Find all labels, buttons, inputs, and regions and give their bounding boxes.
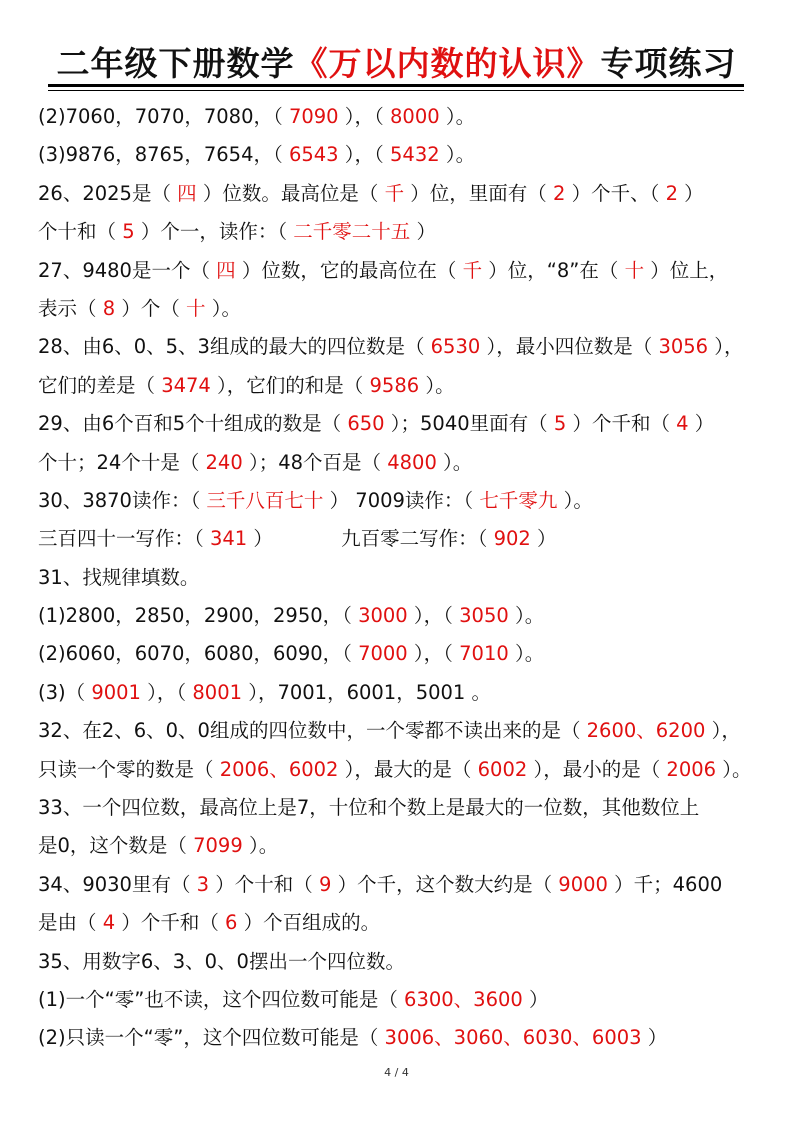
question-text: ） — [522, 987, 549, 1011]
answer-text: 七千零九 — [479, 488, 558, 512]
question-text: ） — [677, 181, 704, 205]
question-text: 29、由6个百和5个十组成的数是（ — [38, 412, 348, 436]
question-text: ）；48个百是（ — [242, 450, 388, 474]
answer-text: 十 — [186, 296, 206, 320]
exercise-line — [38, 866, 758, 904]
question-text: 个十；24个十是（ — [38, 450, 206, 474]
exercise-line — [38, 827, 758, 865]
answer-text: 2006、6002 — [219, 757, 339, 781]
answer-text: 二千零二十五 — [293, 220, 411, 244]
exercise-line — [38, 328, 758, 366]
question-text: ）位上， — [644, 258, 729, 282]
page-title — [0, 38, 793, 85]
answer-text: 8001 — [192, 680, 243, 704]
question-text: ）。 — [436, 450, 473, 474]
answer-text: 3000 — [358, 604, 408, 628]
question-text: ）位数。最高位是（ — [196, 181, 385, 205]
answer-text: 8 — [102, 296, 116, 320]
question-text: ）个千，这个数大约是（ — [331, 872, 559, 896]
question-text: ）个百组成的。 — [237, 911, 381, 935]
page-number: 4 / 4 — [384, 1066, 409, 1079]
question-text: ），（ — [140, 680, 193, 704]
answer-text: 6300、3600 — [404, 987, 523, 1011]
question-text: 28、由6、0、5、3组成的最大的四位数是（ — [38, 335, 431, 359]
exercise-line — [38, 712, 758, 750]
answer-text: 9000 — [558, 872, 608, 896]
question-text: ） — [410, 220, 436, 244]
question-text: 26、2025是（ — [38, 181, 178, 205]
question-text: 三百四十一写作：（ — [38, 527, 210, 551]
title-part3: 专项练习 — [600, 44, 737, 83]
answer-text: 7010 — [459, 642, 509, 666]
exercise-line — [38, 904, 758, 942]
question-text: ）。 — [557, 488, 593, 512]
question-text: ）。 — [716, 757, 752, 781]
answer-text: 902 — [493, 527, 531, 551]
answer-text: 9001 — [91, 680, 141, 704]
title-rule-thin — [48, 90, 744, 91]
question-text: ） — [641, 1026, 668, 1050]
question-text: 是由（ — [38, 911, 103, 935]
answer-text: 650 — [347, 412, 385, 436]
question-text: ）个千、（ — [565, 181, 666, 205]
answer-text: 5 — [122, 220, 135, 244]
question-text: ），它们的和是（ — [210, 373, 370, 397]
question-text: 表示（ — [38, 296, 103, 320]
question-text: 只读一个零的数是（ — [38, 757, 220, 781]
question-text: ），最小四位数是（ — [480, 335, 659, 359]
question-text: ）。 — [205, 296, 241, 320]
exercise-line — [38, 213, 758, 251]
question-text: 35、用数字6、3、0、0摆出一个四位数。 — [38, 949, 405, 973]
answer-text: 3050 — [459, 604, 509, 628]
answer-text: 千 — [462, 258, 483, 282]
exercise-line — [38, 482, 758, 520]
question-text: ），（ — [407, 604, 460, 628]
question-text: (1)一个“零”也不读，这个四位数可能是（ — [38, 987, 405, 1011]
question-text: ），7001，6001，5001 。 — [242, 680, 492, 704]
question-text: ）位，“8”在（ — [482, 258, 625, 282]
title-part1: 二年级下册数学 — [56, 44, 295, 83]
question-text: ）。 — [508, 604, 545, 628]
title-rule-thick — [48, 84, 744, 87]
answer-text: 240 — [205, 450, 243, 474]
question-text: 34、9030里有（ — [38, 872, 197, 896]
question-text: ）。 — [439, 143, 476, 167]
question-text: (2)6060，6070，6080，6090，（ — [38, 642, 359, 666]
question-text: (2)只读一个“零”，这个四位数可能是（ — [38, 1026, 385, 1050]
answer-text: 2600、6200 — [586, 719, 706, 743]
answer-text: 341 — [209, 527, 248, 551]
exercise-line — [38, 252, 758, 290]
question-text: ）个一，读作：（ — [134, 220, 294, 244]
question-text: (2)7060，7070，7080，（ — [38, 105, 289, 128]
exercise-line — [38, 559, 758, 597]
exercise-line — [38, 635, 758, 673]
question-text: (3)（ — [38, 680, 92, 704]
exercise-content — [38, 98, 758, 1058]
answer-text: 4 — [102, 911, 116, 935]
exercise-line — [38, 444, 758, 482]
answer-text: 4800 — [387, 450, 437, 474]
answer-text: 5432 — [390, 143, 440, 167]
answer-text: 6002 — [477, 757, 528, 781]
question-text: 30、3870读作：（ — [38, 488, 207, 512]
question-text: 32、在2、6、0、0组成的四位数中，一个零都不读出来的是（ — [38, 719, 587, 743]
question-text: ）个（ — [115, 296, 187, 320]
question-text: ）。 — [439, 105, 476, 128]
exercise-line — [38, 136, 758, 174]
answer-text: 十 — [624, 258, 645, 282]
question-text: ），最大的是（ — [338, 757, 478, 781]
answer-text: 6543 — [288, 143, 339, 167]
question-text: ）个千和（ — [566, 412, 677, 436]
question-text: ），（ — [338, 105, 390, 128]
answer-text: 千 — [384, 181, 405, 205]
exercise-line — [38, 674, 758, 712]
question-text: 它们的差是（ — [38, 373, 162, 397]
answer-text: 8000 — [390, 105, 440, 128]
exercise-line — [38, 943, 758, 981]
question-text: ），最小的是（ — [527, 757, 667, 781]
answer-text: 6530 — [430, 335, 481, 359]
answer-text: 3 — [196, 872, 210, 896]
answer-text: 7000 — [358, 642, 408, 666]
answer-text: 四 — [216, 258, 236, 282]
question-text: 31、找规律填数。 — [38, 565, 200, 589]
question-text: 27、9480是一个（ — [38, 258, 217, 282]
answer-text: 四 — [177, 181, 197, 205]
question-text: ）个千和（ — [115, 911, 226, 935]
question-text: ） 7009读作：（ — [323, 488, 480, 512]
exercise-line — [38, 751, 758, 789]
answer-text: 7090 — [288, 105, 339, 128]
question-text: ）千；4600 — [607, 872, 723, 896]
question-text: ） — [688, 412, 715, 436]
question-text: (1)2800，2850，2900，2950，（ — [38, 604, 359, 628]
answer-text: 2 — [665, 181, 678, 205]
answer-text: 5 — [553, 412, 567, 436]
question-text: ）位数，它的最高位在（ — [235, 258, 463, 282]
question-text: ）位，里面有（ — [404, 181, 553, 205]
question-text: ）。 — [419, 373, 455, 397]
answer-text: 3006、3060、6030、6003 — [384, 1026, 642, 1050]
exercise-line — [38, 789, 758, 827]
exercise-line — [38, 98, 758, 136]
exercise-line — [38, 1019, 758, 1057]
exercise-line — [38, 597, 758, 635]
answer-text: 9586 — [369, 373, 420, 397]
question-text: ）， — [708, 335, 744, 359]
answer-text: 4 — [676, 412, 689, 436]
answer-text: 3474 — [161, 373, 211, 397]
answer-text: 7099 — [193, 834, 243, 858]
question-text: 33、一个四位数，最高位上是7，十位和个数上是最大的一位数，其他数位上 — [38, 796, 700, 820]
question-text: (3)9876，8765，7654，（ — [38, 143, 289, 167]
answer-text: 三千八百七十 — [206, 488, 324, 512]
question-text: ）个十和（ — [209, 872, 319, 896]
exercise-line — [38, 290, 758, 328]
question-text: ） — [530, 527, 557, 551]
question-text: ）；5040里面有（ — [384, 412, 554, 436]
question-text: 个十和（ — [38, 220, 123, 244]
exercise-line — [38, 175, 758, 213]
question-text: ）， — [705, 719, 741, 743]
answer-text: 9 — [318, 872, 332, 896]
question-text: ），（ — [338, 143, 390, 167]
answer-text: 2006 — [666, 757, 717, 781]
title-part2: 《万以内数的认识》 — [294, 44, 601, 83]
exercise-line — [38, 405, 758, 443]
exercise-line — [38, 520, 758, 558]
question-text: 是0，这个数是（ — [38, 834, 194, 858]
exercise-line — [38, 981, 758, 1019]
question-text: ）。 — [242, 834, 279, 858]
answer-text: 3056 — [658, 335, 709, 359]
question-text: ）。 — [508, 642, 545, 666]
exercise-line — [38, 367, 758, 405]
question-text: ），（ — [407, 642, 460, 666]
answer-text: 2 — [552, 181, 566, 205]
answer-text: 6 — [225, 911, 238, 935]
question-text: ） 九百零二写作：（ — [247, 527, 494, 551]
